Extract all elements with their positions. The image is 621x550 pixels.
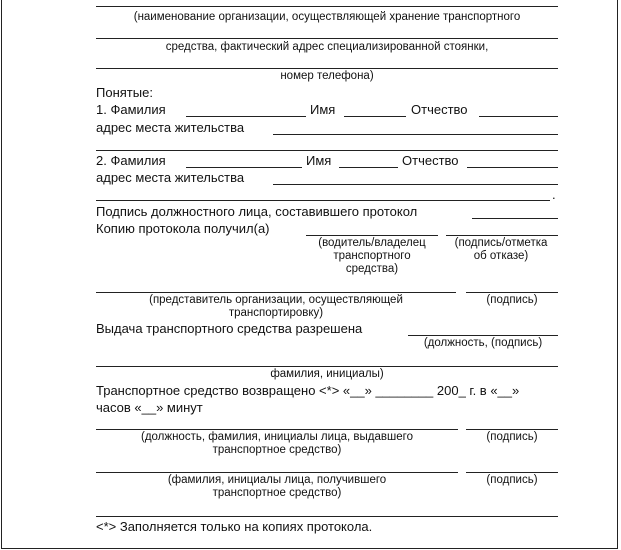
release-label: Выдача транспортного средства разрешена <box>96 321 363 336</box>
release-position-caption: (должность, (подпись) <box>423 337 543 349</box>
issuer-caption-1: (должность, фамилия, инициалы лица, выдавшего <box>140 431 413 443</box>
copy-driver-caption-2: транспортного <box>333 250 411 262</box>
org-address-line[interactable] <box>96 38 558 39</box>
receiver-caption-2: транспортное средство) <box>212 487 342 499</box>
witness2-address-label: адрес места жительства <box>96 170 245 185</box>
transport-org-caption-2: транспортировку) <box>228 307 324 319</box>
witness1-address-field-2[interactable] <box>96 150 558 151</box>
issuer-sign-caption: (подпись) <box>486 431 538 443</box>
issuer-caption-2: транспортное средство) <box>212 444 342 456</box>
witness1-surname-label: 1. Фамилия <box>96 102 166 117</box>
returned-line-1: Транспортное средство возвращено <*> «__» ________ 200_ г. в «__» <box>96 383 520 398</box>
witness1-name-label: Имя <box>310 102 336 117</box>
receiver-signature-field[interactable] <box>466 472 558 473</box>
officer-signature-label: Подпись должностного лица, составившего протокол <box>96 204 418 219</box>
copy-driver-caption-3: средства) <box>345 263 399 275</box>
officer-signature-field[interactable] <box>472 218 558 219</box>
copy-driver-field[interactable] <box>306 235 438 236</box>
org-caption-2: средства, фактический адрес специализированной стоянки, <box>165 41 489 53</box>
returned-line-2: часов «__» минут <box>96 400 203 415</box>
witness2-address-field[interactable] <box>273 184 558 185</box>
witness1-name-field[interactable] <box>344 116 406 117</box>
witness2-end-dot: . <box>552 187 556 202</box>
receiver-sign-caption: (подпись) <box>486 474 538 486</box>
org-caption-1: (наименование организации, осуществляющей хранение транспортного <box>133 11 521 23</box>
witness1-patronymic-field[interactable] <box>479 116 558 117</box>
transport-org-field[interactable] <box>96 292 456 293</box>
org-caption-3: номер телефона) <box>280 70 374 82</box>
footnote: <*> Заполняется только на копиях протокола. <box>96 519 373 534</box>
witness1-address-field[interactable] <box>273 134 558 135</box>
witnesses-heading: Понятые: <box>96 85 153 100</box>
witness1-surname-field[interactable] <box>186 116 306 117</box>
witness1-address-label: адрес места жительства <box>96 120 245 135</box>
transport-org-caption-1: (представитель организации, осуществляющей <box>149 294 403 306</box>
witness2-name-label: Имя <box>306 153 332 168</box>
copy-sign-caption-2: об отказе) <box>473 250 529 262</box>
copy-signature-field[interactable] <box>446 235 558 236</box>
release-name-caption: фамилия, инициалы) <box>270 368 384 380</box>
copy-driver-caption-1: (водитель/владелец <box>318 237 426 249</box>
org-name-line[interactable] <box>96 6 558 7</box>
transport-org-sign-caption: (подпись) <box>486 294 538 306</box>
release-position-field[interactable] <box>408 335 558 336</box>
receiver-field[interactable] <box>96 472 458 473</box>
witness1-patronymic-label: Отчество <box>411 102 468 117</box>
org-phone-line[interactable] <box>96 68 558 69</box>
issuer-field[interactable] <box>96 429 458 430</box>
witness2-name-field[interactable] <box>339 167 398 168</box>
receiver-caption-1: (фамилия, инициалы лица, получившего <box>167 474 387 486</box>
footnote-separator <box>96 516 558 517</box>
witness2-surname-label: 2. Фамилия <box>96 153 166 168</box>
copy-received-label: Копию протокола получил(а) <box>96 221 270 236</box>
copy-sign-caption-1: (подпись/отметка <box>454 237 548 249</box>
witness2-patronymic-label: Отчество <box>402 153 459 168</box>
release-name-field[interactable] <box>96 366 558 367</box>
witness2-patronymic-field[interactable] <box>467 167 558 168</box>
witness2-surname-field[interactable] <box>186 167 302 168</box>
issuer-signature-field[interactable] <box>466 429 558 430</box>
witness2-address-field-2[interactable] <box>96 200 550 201</box>
protocol-form <box>96 0 558 550</box>
transport-org-signature-field[interactable] <box>466 292 558 293</box>
